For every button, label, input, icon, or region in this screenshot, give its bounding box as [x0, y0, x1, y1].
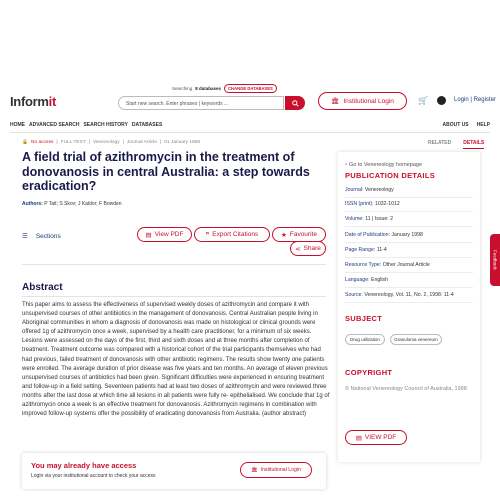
export-citations-label: Export Citations: [212, 231, 259, 238]
detail-value: Other Journal Article: [382, 262, 430, 268]
detail-issn: [345, 201, 473, 207]
detail-label: ISSN (print):: [345, 201, 374, 207]
detail-page-range: [345, 247, 473, 253]
detail-journal: [345, 187, 473, 193]
detail-label: Page Range:: [345, 247, 376, 253]
article-type: Journal Article: [126, 140, 158, 145]
export-citations-button[interactable]: [194, 227, 270, 242]
divider: [345, 242, 473, 243]
nav-advanced-search[interactable]: ADVANCED SEARCH: [29, 122, 80, 128]
lock-icon: 🔒: [22, 140, 28, 145]
informit-logo[interactable]: Informit: [10, 94, 56, 109]
journal-image-link[interactable]: [345, 162, 422, 168]
cart-icon[interactable]: 🛒: [418, 96, 428, 105]
institutional-login-label: Institutional Login: [343, 97, 394, 105]
sidebar-tabs: [428, 140, 484, 149]
detail-date: [345, 232, 473, 238]
star-icon: ★: [281, 231, 287, 239]
detail-value[interactable]: Venereology: [364, 187, 394, 193]
detail-label: Date of Publication:: [345, 232, 390, 238]
nav-about-us[interactable]: ABOUT US: [442, 122, 469, 128]
user-icon[interactable]: [437, 96, 446, 105]
detail-source: [345, 292, 473, 298]
copyright-text: © National Venereology Council of Australia, 1998: [345, 386, 467, 392]
institution-icon: 🏛: [331, 98, 340, 105]
institution-icon: 🏛: [251, 467, 258, 473]
journal-image-alt: Go to Venereology homepage: [348, 162, 423, 168]
tab-related[interactable]: RELATED: [428, 140, 452, 146]
institutional-login-button[interactable]: [318, 92, 407, 110]
publication-date: 01 January 1998: [164, 140, 201, 145]
subject-heading: SUBJECT: [345, 314, 383, 323]
nav-search-history[interactable]: SEARCH HISTORY: [83, 122, 128, 128]
copyright-heading: COPYRIGHT: [345, 368, 393, 377]
abstract-divider: [22, 296, 326, 297]
sections-toggle[interactable]: [22, 232, 61, 240]
detail-label: Language:: [345, 277, 370, 283]
pdf-icon: ▤: [355, 434, 362, 442]
broken-image-icon: ▫: [345, 162, 347, 168]
share-icon: ⋖: [295, 245, 301, 253]
article-title: A field trial of azithromycin in the treatment of donovanosis in central Australia: a step towards eradication?: [22, 150, 310, 193]
publication-details-panel: [338, 152, 480, 462]
access-banner: [22, 453, 326, 489]
nav-help[interactable]: HELP: [476, 122, 490, 128]
detail-value: January 1998: [391, 232, 423, 238]
sidebar-view-pdf-button[interactable]: [345, 430, 407, 445]
authors-label: Authors:: [22, 201, 43, 207]
databases-count: 8 databases: [195, 86, 222, 91]
detail-label: Source:: [345, 292, 363, 298]
journal-name[interactable]: Venereology: [92, 140, 120, 145]
view-pdf-label: View PDF: [154, 231, 184, 238]
nav-home[interactable]: HOME: [10, 122, 25, 128]
access-login-label: Institutional Login: [260, 467, 301, 473]
authors: [22, 201, 122, 207]
detail-label: Volume:: [345, 216, 364, 222]
view-pdf-button[interactable]: [137, 227, 192, 242]
content-type: FULL TEXT: [60, 140, 86, 145]
sections-label: Sections: [35, 232, 61, 240]
subject-tag[interactable]: Drug utilization: [345, 334, 385, 345]
favourite-button[interactable]: [272, 227, 326, 242]
access-title: You may already have access: [31, 461, 137, 470]
abstract-text: This paper aims to assess the effectiveness of supervised weekly doses of azithromycin and compare it with unsupervised courses of other antibiotics in the management of donovanosis. Central Australian people living in Aboriginal communities in whom a diagnosis of donovanosis was made on histological or clinical grounds were offered 1g of azithromycin once a week, supervised by a health care practitioner, for a minimum of six weeks. Lesions were assessed on the days of the first, third and sixth doses and at three months after completion of treatment. Treatment outcome was compared with a historical cohort of the trial participants themselves who had had previous, failed treatment of donovanosis with other antibiotic regimens. The results show twenty one patients were enrolled. The average duration of prior disease was five years and ten months. An average of eleven previous unsupervised courses of antibiotics had been given. Significant difficulties were experienced in ensuring treatment and follow-up in a field setting. Seventeen patients had at least two doses of azithromycin and were reviewed three months after the last dose at which time all lesions in all patients were fully re- epithelialised. We conclude that 1g of azithromycin once a week is an effective treatment for donovanosis. Azithromycin regimens in combination with improved follow-up systems offer the possibility of eradicating donovanosis from Australia. (author abstract): [22, 302, 330, 418]
detail-value: 1032-1012: [375, 201, 400, 207]
sidebar-view-pdf-label: VIEW PDF: [364, 434, 397, 441]
publication-details-heading: PUBLICATION DETAILS: [345, 171, 436, 180]
change-databases-button[interactable]: CHANGE DATABASES: [224, 84, 277, 93]
divider: [345, 257, 473, 258]
feedback-tab[interactable]: Feedback: [490, 234, 500, 286]
login-register-link[interactable]: Login | Register: [454, 97, 496, 103]
detail-value: Venereology, Vol. 11, No. 2, 1998: 11-4: [364, 292, 454, 298]
divider: [345, 302, 473, 303]
search-icon: [292, 100, 299, 107]
database-info: [172, 84, 277, 93]
divider: [345, 287, 473, 288]
main-nav: [10, 122, 490, 132]
detail-volume: [345, 216, 473, 222]
detail-value: English: [370, 277, 388, 283]
tab-details[interactable]: DETAILS: [463, 140, 484, 149]
article-meta: 🔒 No access | FULL TEXT | Venereology | Journal Article | 01 January 1998: [22, 140, 201, 145]
search-input[interactable]: Start new search. Enter phrases | keywords ...: [118, 96, 284, 110]
quote-icon: ❞: [205, 231, 210, 239]
search-button[interactable]: [285, 96, 305, 110]
list-icon: ☰: [22, 233, 28, 240]
share-label: Share: [303, 245, 321, 252]
detail-value: 11-4: [376, 247, 387, 253]
section-divider: [22, 264, 326, 265]
searching-label: Searching: [172, 86, 193, 91]
share-button[interactable]: [290, 241, 326, 256]
detail-resource-type: [345, 262, 473, 268]
divider: [345, 272, 473, 273]
authors-list[interactable]: P Tait; S Skov; J Kaldor; F Bowden: [44, 201, 122, 207]
divider: [345, 197, 473, 198]
nav-divider: [10, 132, 490, 133]
favourite-label: Favourite: [289, 231, 317, 238]
detail-value[interactable]: 11 | Issue: 2: [365, 216, 393, 222]
access-institutional-login-button[interactable]: [240, 462, 312, 478]
access-status: No access: [30, 140, 54, 145]
divider: [345, 226, 473, 227]
detail-label: Resource Type:: [345, 262, 382, 268]
divider: [345, 211, 473, 212]
subject-tag[interactable]: Granuloma venereum: [390, 334, 442, 345]
detail-language: [345, 277, 473, 283]
nav-databases[interactable]: DATABASES: [131, 122, 163, 128]
detail-label: Journal:: [345, 187, 364, 193]
abstract-heading: Abstract: [22, 282, 63, 293]
pdf-icon: ▤: [145, 231, 152, 239]
access-subtitle: Login via your institutional account to check your access: [31, 473, 156, 479]
